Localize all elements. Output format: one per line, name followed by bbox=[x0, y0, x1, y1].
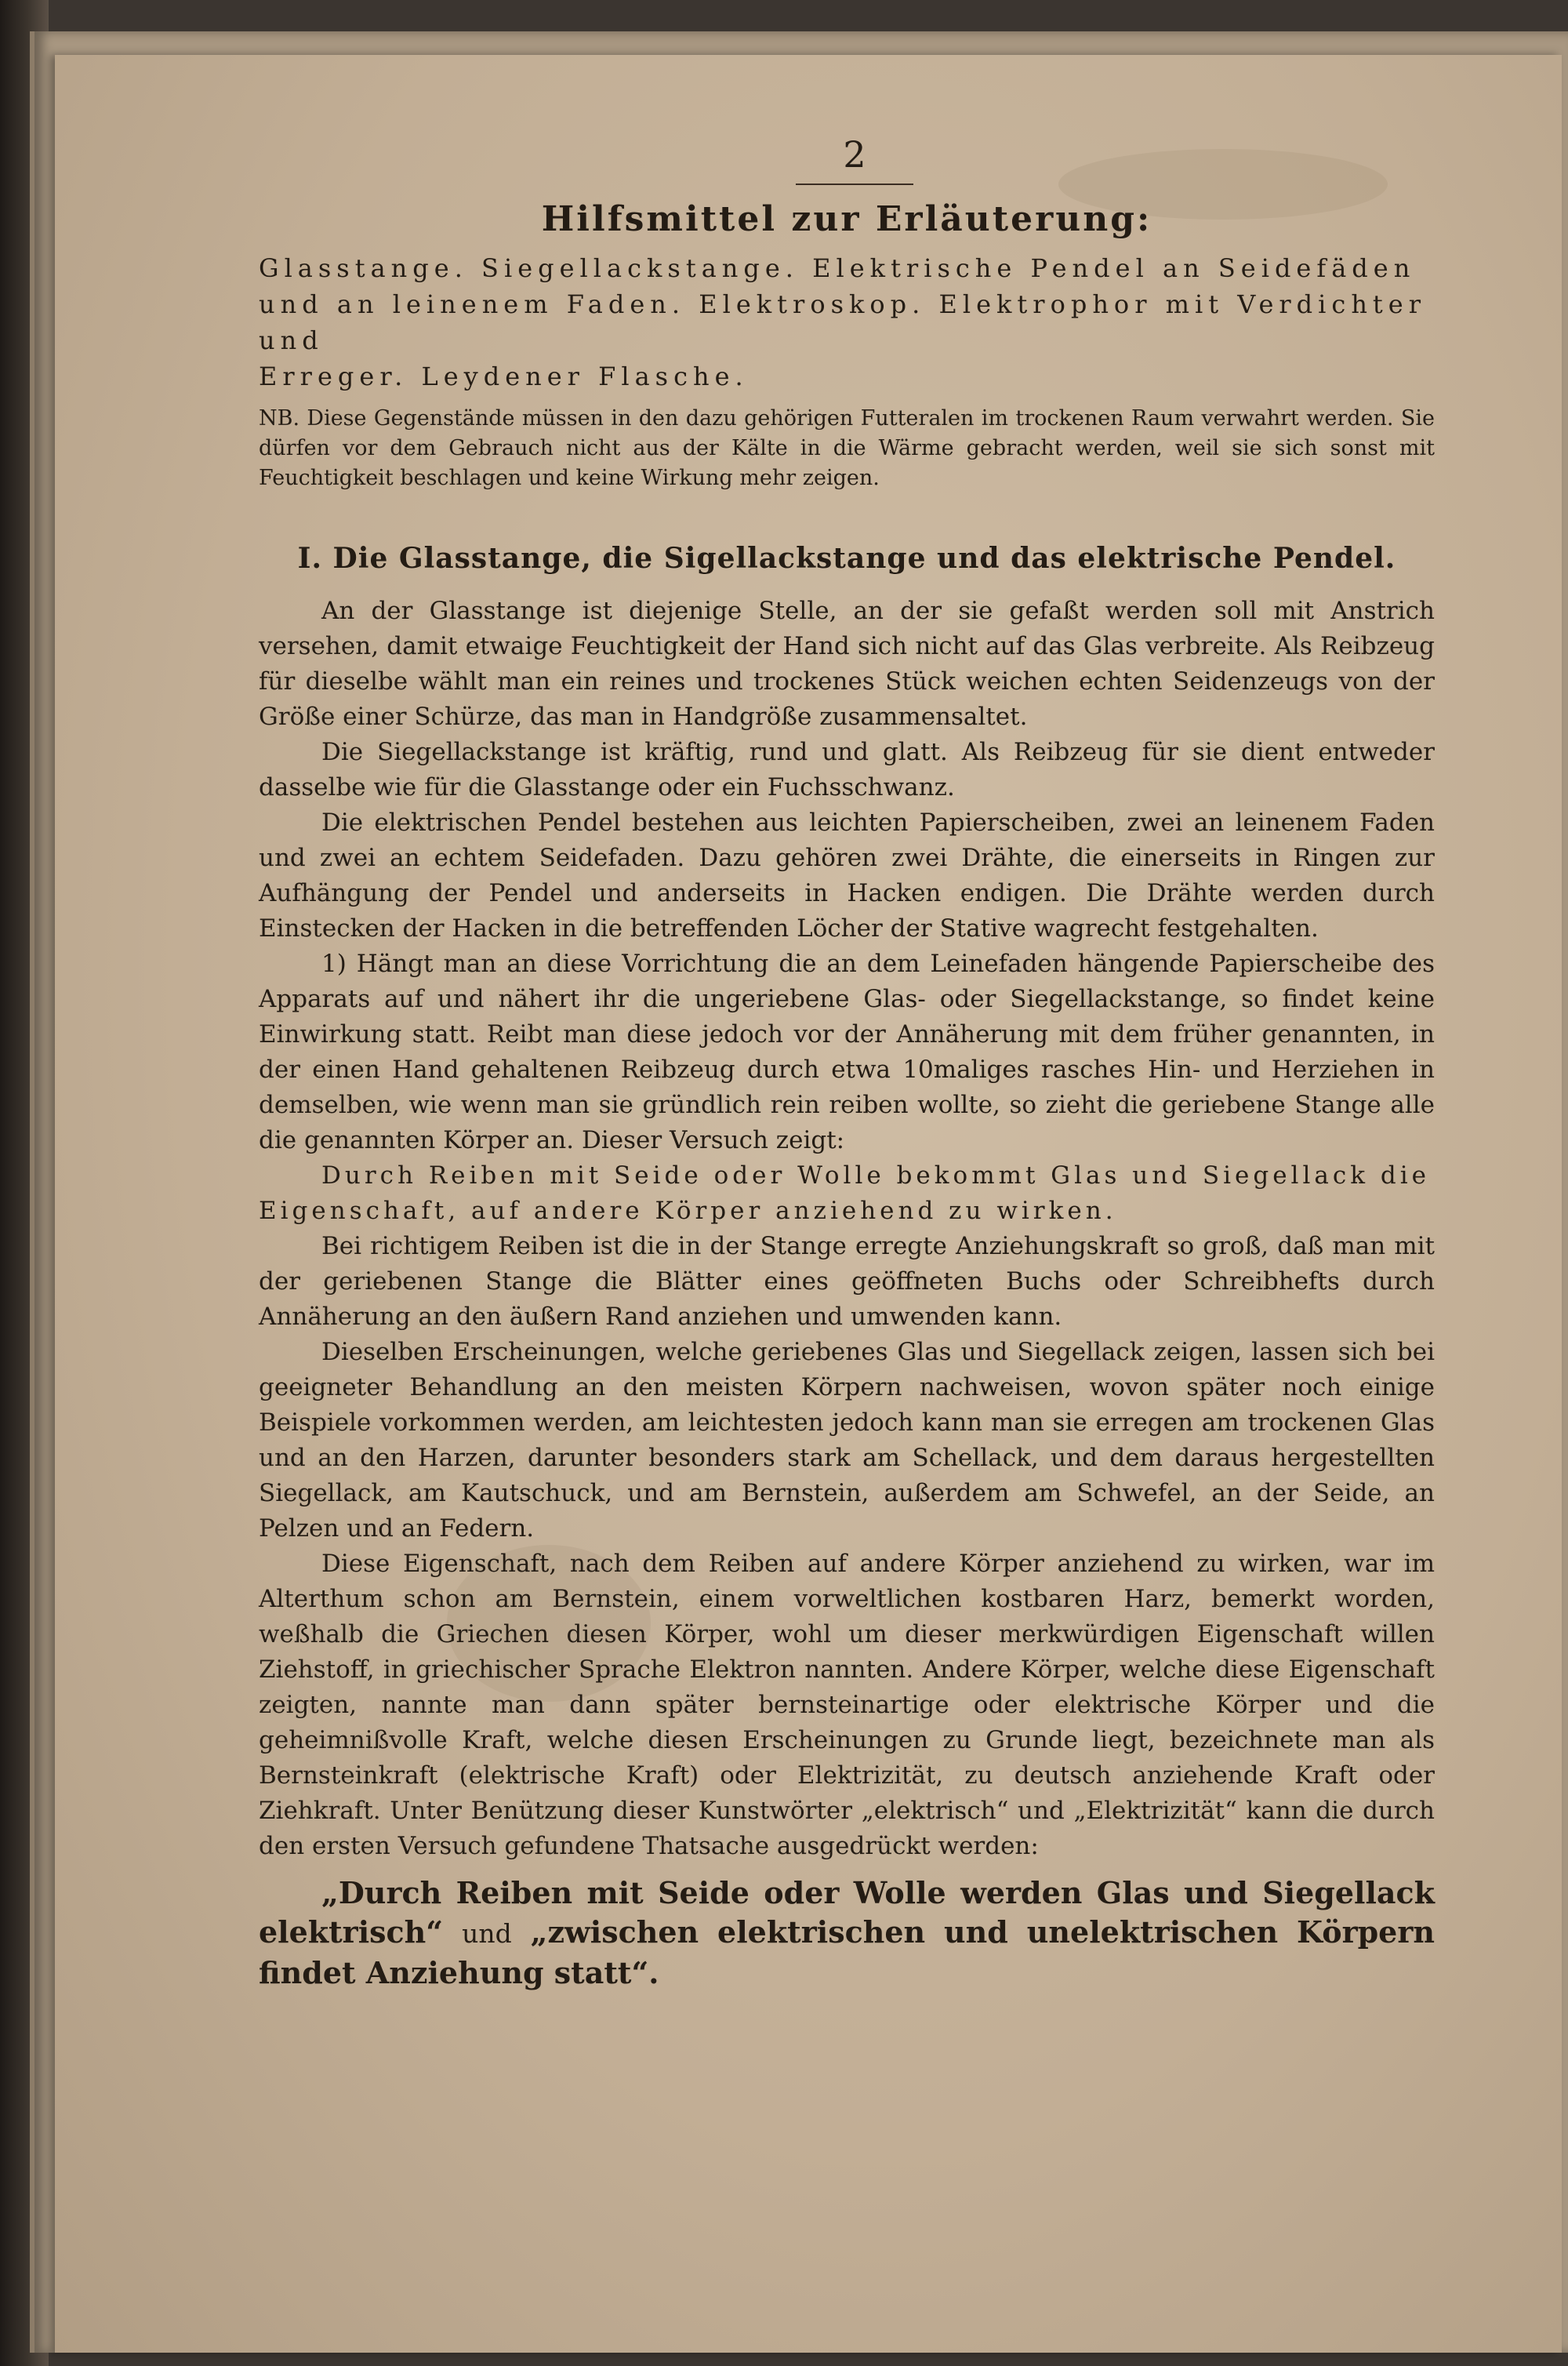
paragraph: Diese Eigenschaft, nach dem Reiben auf andere Körper anziehend zu wirken, war im Alterthum schon am Bernstein, einem vorweltlichen kostbaren Harz, bemerkt worden, weßhalb die Griechen diesen Körper, wohl um dieser merkwürdigen Eigenschaft willen Ziehstoff, in griechischer Sprache Elektron nannten. Andere Körper, welche diese Eigenschaft zeigten, nannte man dann später bernsteinartige oder elektrische Körper und die geheimnißvolle Kraft, welche diesen Erscheinungen zu Grunde liegt, bezeichnete man als Bernsteinkraft (elektrische Kraft) oder Elektrizität, zu deutsch anziehende Kraft oder Ziehkraft. Unter Benützung dieser Kunstwörter „elektrisch“ und „Elektrizität“ kann die durch den ersten Versuch gefundene Thatsache ausgedrückt werden: bbox=[259, 1550, 1435, 1860]
page-number: 2 bbox=[843, 133, 866, 176]
page-title: Hilfsmittel zur Erläuterung: bbox=[541, 199, 1152, 239]
paragraph: An der Glasstange ist diejenige Stelle, an der sie gefaßt werden soll mit Anstrich versehen, damit etwaige Feuchtigkeit der Hand sich nicht auf das Glas verbreite. Als Reibzeug für dieselbe wählt man ein reines und trockenes Stück weichen echten Seidenzeugs von der Größe einer Schürze, das man in Handgröße zusammensaltet. bbox=[259, 597, 1435, 731]
paragraph: Die elektrischen Pendel bestehen aus leichten Papierscheiben, zwei an leinenem Faden und zwei an echtem Seidefaden. Dazu gehören zwei Drähte, die einerseits in Ringen zur Aufhängung der Pendel und anderseits in Hacken endigen. Die Drähte werden durch Einstecken der Hacken in die betreffenden Löcher der Stative wagrecht festgehalten. bbox=[259, 809, 1435, 943]
conclusion-part-2: „zwischen elektrischen und unelektrischen Körpern findet Anziehung statt“. bbox=[259, 1914, 1435, 1990]
paragraph: Dieselben Erscheinungen, welche geriebenes Glas und Siegellack zeigen, lassen sich bei geeigneter Behandlung an den meisten Körpern nachweisen, wovon später noch einige Beispiele vorkommen werden, am leichtesten jedoch kann man sie erregen am trockenen Glas und an den Harzen, darunter besonders stark am Schellack, und dem daraus hergestellten Siegellack, am Kautschuck, und am Bernstein, außerdem am Schwefel, an der Seide, an Pelzen und an Federn. bbox=[259, 1338, 1435, 1543]
paragraph: 1) Hängt man an diese Vorrichtung die an dem Leinefaden hängende Papierscheibe des Apparats auf und nähert ihr die ungeriebene Glas- oder Siegellackstange, so findet keine Einwirkung statt. Reibt man diese jedoch vor der Annäherung mit dem früher genannten, in der einen Hand gehaltenen Reibzeug durch etwa 10maliges rasches Hin- und Herziehen in demselben, wie wenn man sie gründlich rein reiben wollte, so zieht die geriebene Stange alle die genannten Körper an. Dieser Versuch zeigt: bbox=[259, 950, 1435, 1154]
tools-line-2: und an leinenem Faden. Elektroskop. Elektrophor mit Verdichter und bbox=[259, 289, 1427, 355]
paragraph: Die Siegellackstange ist kräftig, rund und glatt. Als Reibzeug für sie dient entweder dasselbe wie für die Glasstange oder ein Fuchsschwanz. bbox=[259, 738, 1435, 801]
conclusion-part-1: „Durch Reiben mit Seide oder Wolle werden Glas und Siegellack elektrisch“ bbox=[259, 1875, 1435, 1950]
tools-line-1: Glasstange. Siegellackstange. Elektrische Pendel an Seidefäden bbox=[259, 253, 1416, 283]
storage-note: NB. Diese Gegenstände müssen in den dazu gehörigen Futteralen im trockenen Raum verwahrt werden. Sie dürfen vor dem Gebrauch nicht aus der Kälte in die Wärme gebracht werden, weil sie sich sonst mit Feuchtigkeit beschlagen und keine Wirkung mehr zeigen. bbox=[259, 406, 1435, 490]
conclusion-und: und bbox=[462, 1918, 512, 1949]
spaced-statement: Durch Reiben mit Seide oder Wolle bekommt Glas und Siegellack die Eigenschaft, auf andere Körper anziehend zu wirken. bbox=[259, 1161, 1430, 1225]
conclusion bbox=[259, 1874, 1435, 1993]
paragraph: Bei richtigem Reiben ist die in der Stange erregte Anziehungskraft so groß, daß man mit der geriebenen Stange die Blätter eines geöffneten Buchs oder Schreibhefts durch Annäherung an den äußern Rand anziehen und umwenden kann. bbox=[259, 1232, 1435, 1331]
page-content bbox=[259, 133, 1435, 1993]
tools-line-3: Erreger. Leydener Flasche. bbox=[259, 362, 749, 391]
section-heading: I. Die Glasstange, die Sigellackstange und das elektrische Pendel. bbox=[297, 542, 1396, 575]
header-rule bbox=[796, 184, 913, 185]
